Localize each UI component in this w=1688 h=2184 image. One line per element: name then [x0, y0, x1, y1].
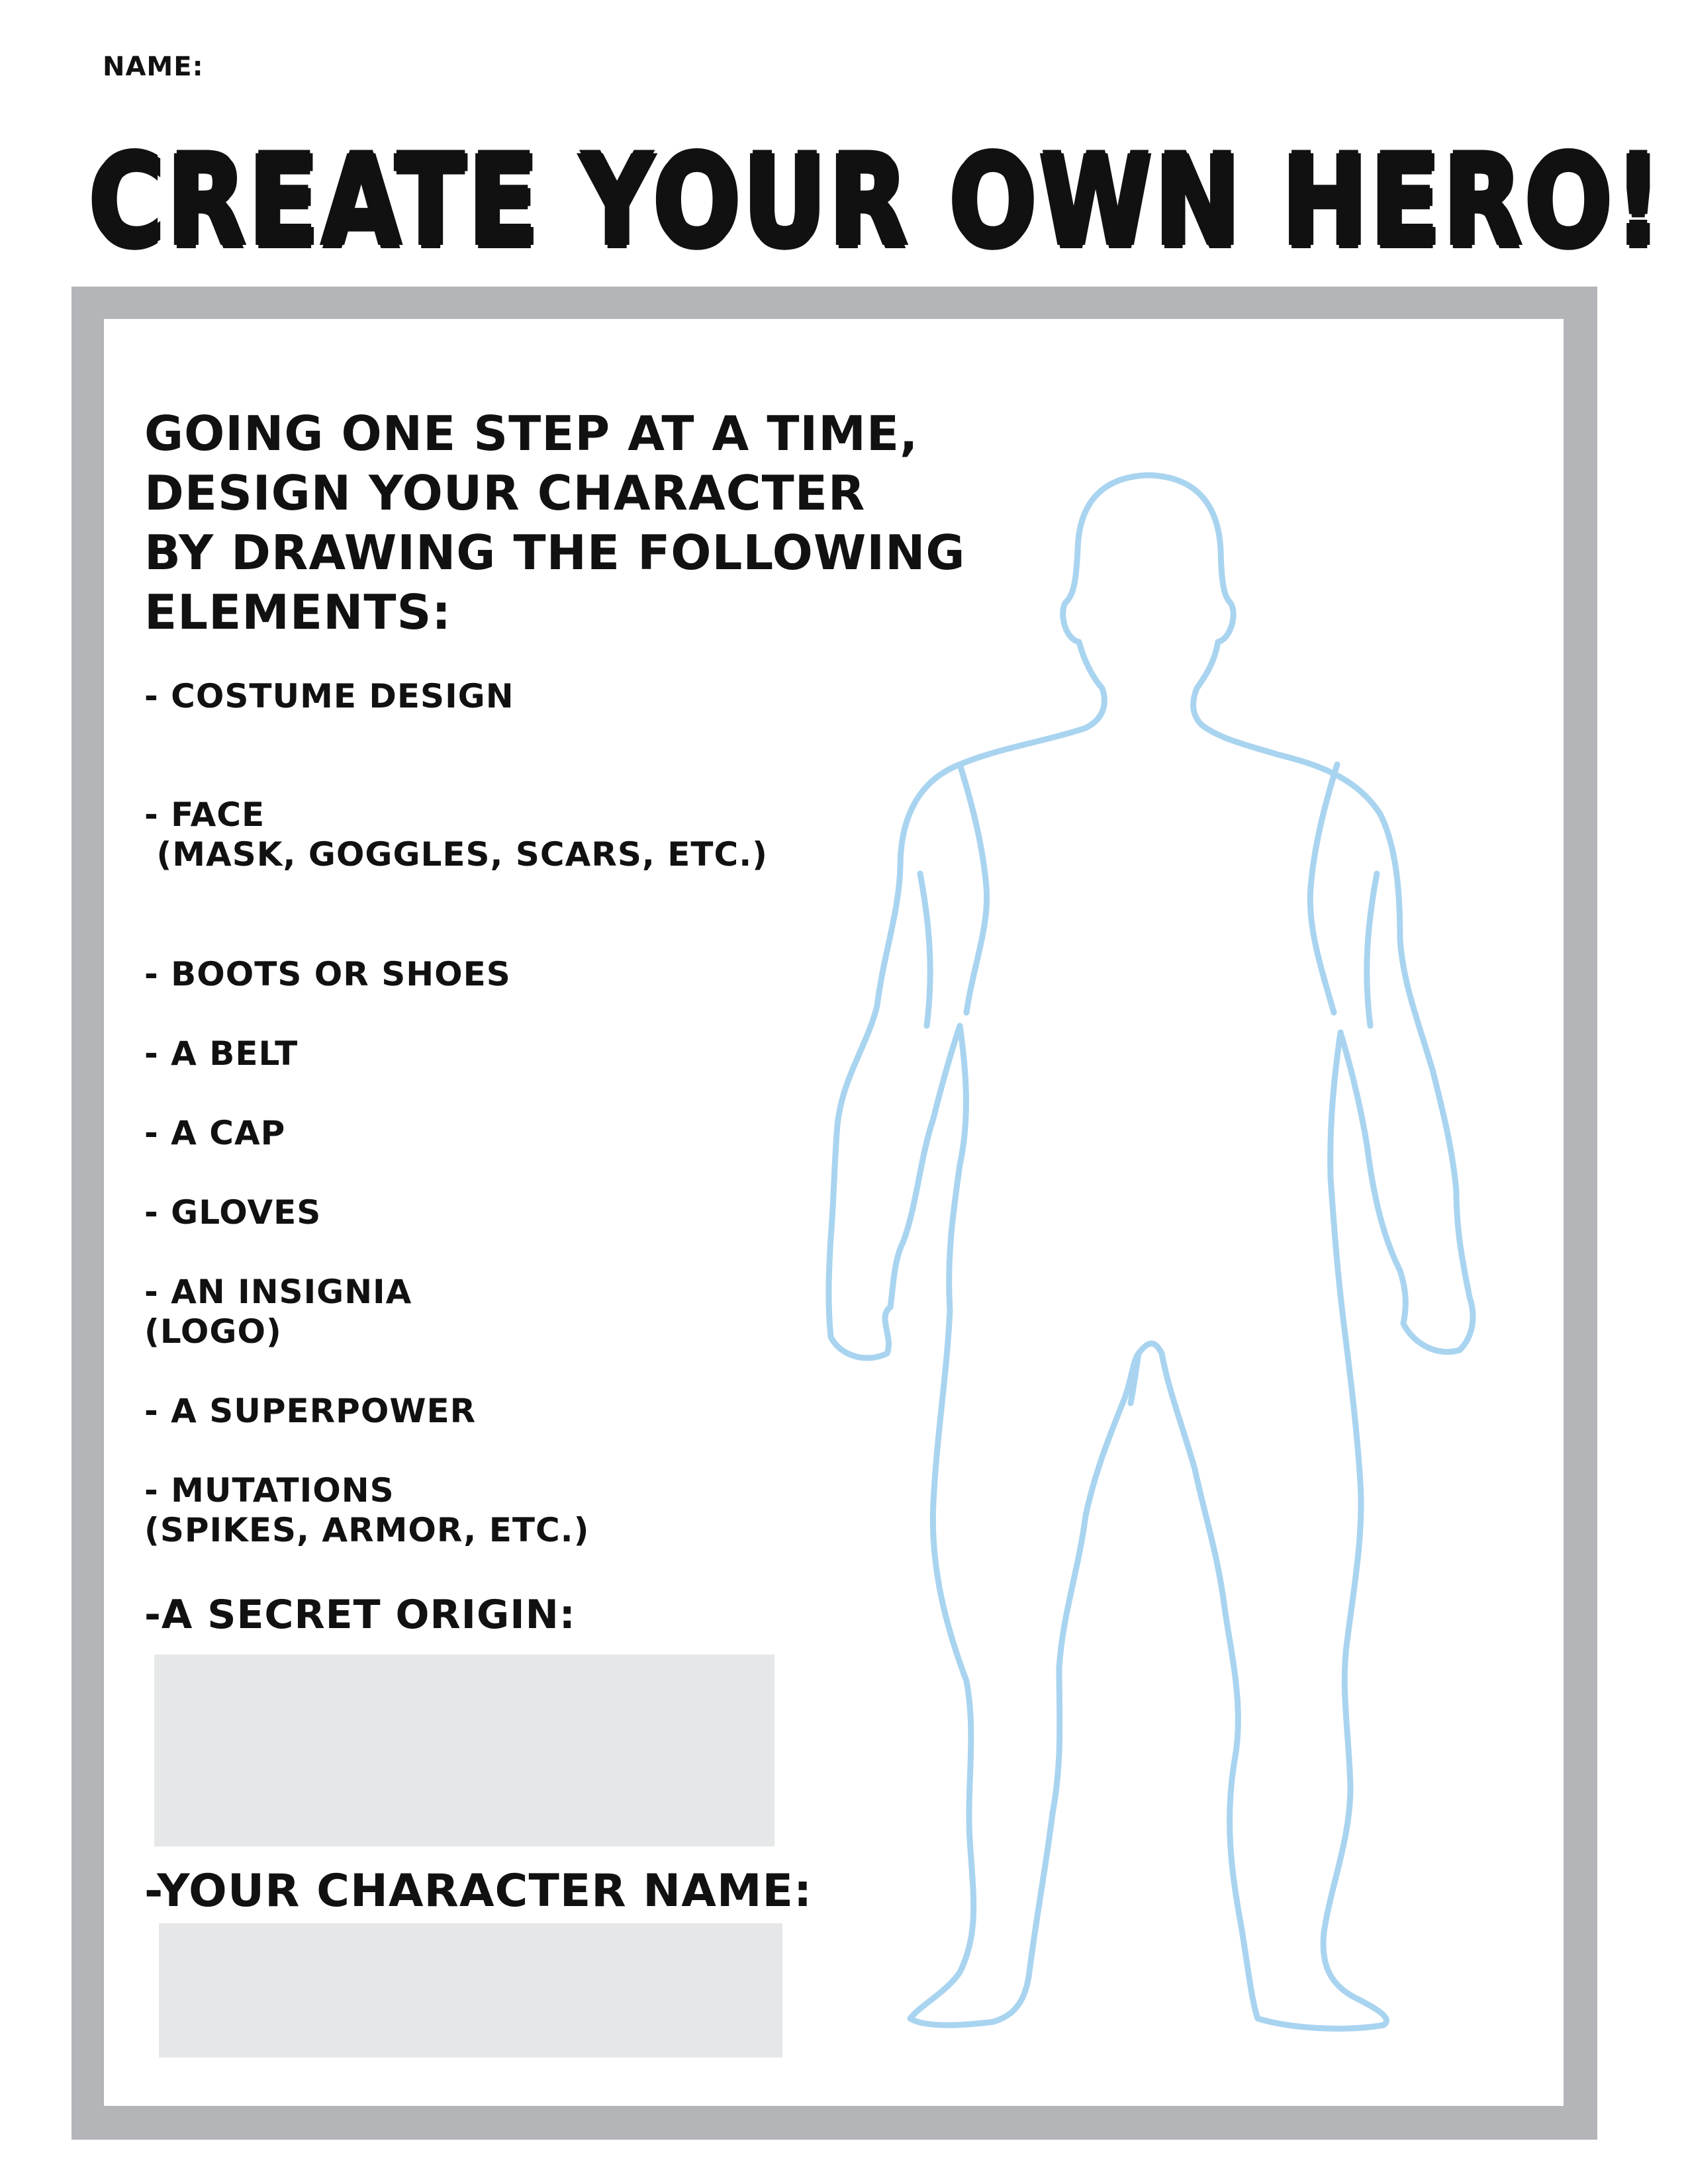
- instructions-line: BY DRAWING THE FOLLOWING: [144, 525, 966, 580]
- secret-origin-field[interactable]: [154, 1655, 774, 1846]
- element-label: - MUTATIONS: [144, 1471, 395, 1510]
- element-label: - FACE: [144, 796, 265, 834]
- instructions-line: DESIGN YOUR CHARACTER: [144, 465, 866, 521]
- element-insignia: [144, 1272, 806, 1351]
- element-note: (MASK, GOGGLES, SCARS, ETC.): [144, 835, 769, 874]
- name-label: NAME:: [103, 52, 204, 82]
- element-gloves: [144, 1193, 806, 1232]
- instructions-line: ELEMENTS:: [144, 584, 452, 640]
- page-title: CREATE YOUR OWN HERO!: [89, 128, 1665, 275]
- character-name-label: -YOUR CHARACTER NAME:: [144, 1865, 813, 1917]
- element-note: (SPIKES, ARMOR, ETC.): [144, 1511, 590, 1549]
- element-face: [144, 795, 806, 874]
- element-label: - GLOVES: [144, 1193, 322, 1232]
- element-label: - A CAP: [144, 1114, 286, 1152]
- element-label: - A BELT: [144, 1034, 299, 1073]
- element-mutations: [144, 1471, 806, 1550]
- element-belt: [144, 1034, 806, 1073]
- secret-origin-label: -A SECRET ORIGIN:: [144, 1592, 576, 1638]
- element-note: (LOGO): [144, 1312, 282, 1351]
- element-label: - A SUPERPOWER: [144, 1392, 477, 1430]
- element-boots: [144, 954, 806, 994]
- element-superpower: [144, 1391, 806, 1431]
- character-name-field[interactable]: [159, 1923, 782, 2058]
- element-label: - COSTUME DESIGN: [144, 677, 514, 715]
- element-label: - AN INSIGNIA: [144, 1273, 412, 1311]
- element-label: - BOOTS OR SHOES: [144, 955, 511, 993]
- element-costume-design: [144, 676, 806, 716]
- hero-body-outline-icon: [768, 463, 1529, 2065]
- instructions-line: GOING ONE STEP AT A TIME,: [144, 406, 919, 461]
- element-cap: [144, 1113, 806, 1153]
